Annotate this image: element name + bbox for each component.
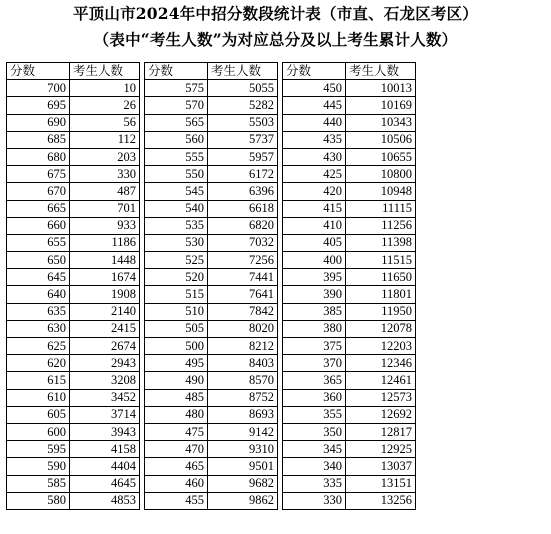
- count-cell: 10: [70, 80, 140, 97]
- score-cell: 690: [7, 114, 70, 131]
- score-cell: 510: [145, 303, 208, 320]
- table-row: [283, 217, 416, 234]
- count-cell: 4645: [70, 475, 140, 492]
- count-cell: 1448: [70, 252, 140, 269]
- table-row: [145, 423, 278, 440]
- score-cell: 405: [283, 234, 346, 251]
- score-cell: 380: [283, 320, 346, 337]
- table-row: [7, 217, 140, 234]
- score-cell: 495: [145, 355, 208, 372]
- score-cell: 620: [7, 355, 70, 372]
- score-cell: 635: [7, 303, 70, 320]
- count-cell: 4404: [70, 458, 140, 475]
- count-cell: 2943: [70, 355, 140, 372]
- count-cell: 3714: [70, 406, 140, 423]
- table-row: [145, 148, 278, 165]
- count-cell: 8570: [208, 372, 278, 389]
- count-cell: 12573: [346, 389, 416, 406]
- table-row: [145, 114, 278, 131]
- count-cell: 13037: [346, 458, 416, 475]
- count-cell: 203: [70, 148, 140, 165]
- score-cell: 580: [7, 492, 70, 509]
- count-cell: 7641: [208, 286, 278, 303]
- table-row: [7, 303, 140, 320]
- table-row: [7, 183, 140, 200]
- table-row: [145, 406, 278, 423]
- score-cell: 330: [283, 492, 346, 509]
- score-table-block-2: [144, 62, 278, 510]
- score-cell: 595: [7, 441, 70, 458]
- score-cell: 390: [283, 286, 346, 303]
- table-row: [283, 166, 416, 183]
- table-row: [7, 80, 140, 97]
- table-row: [283, 355, 416, 372]
- score-cell: 455: [145, 492, 208, 509]
- score-cell: 440: [283, 114, 346, 131]
- score-cell: 570: [145, 97, 208, 114]
- count-cell: 7256: [208, 252, 278, 269]
- count-cell: 11256: [346, 217, 416, 234]
- count-cell: 9862: [208, 492, 278, 509]
- count-cell: 5055: [208, 80, 278, 97]
- count-cell: 5737: [208, 131, 278, 148]
- count-cell: 5957: [208, 148, 278, 165]
- count-cell: 11801: [346, 286, 416, 303]
- count-cell: 11115: [346, 200, 416, 217]
- count-cell: 12692: [346, 406, 416, 423]
- count-cell: 12203: [346, 338, 416, 355]
- score-cell: 525: [145, 252, 208, 269]
- count-cell: 8212: [208, 338, 278, 355]
- table-header-row: [7, 63, 140, 80]
- score-cell: 565: [145, 114, 208, 131]
- count-cell: 2674: [70, 338, 140, 355]
- table-row: [145, 131, 278, 148]
- count-cell: 1674: [70, 269, 140, 286]
- count-cell: 7842: [208, 303, 278, 320]
- page-title: 平顶山市2024年中招分数段统计表（市直、石龙区考区）: [72, 4, 479, 23]
- score-cell: 400: [283, 252, 346, 269]
- count-cell: 11515: [346, 252, 416, 269]
- count-cell: 933: [70, 217, 140, 234]
- table-row: [145, 97, 278, 114]
- score-cell: 625: [7, 338, 70, 355]
- table-row: [145, 286, 278, 303]
- count-cell: 7441: [208, 269, 278, 286]
- score-cell: 685: [7, 131, 70, 148]
- score-cell: 545: [145, 183, 208, 200]
- score-cell: 460: [145, 475, 208, 492]
- count-cell: 487: [70, 183, 140, 200]
- count-cell: 4158: [70, 441, 140, 458]
- table-row: [283, 389, 416, 406]
- score-cell: 365: [283, 372, 346, 389]
- score-cell: 630: [7, 320, 70, 337]
- table-row: [283, 200, 416, 217]
- table-row: [145, 338, 278, 355]
- table-row: [145, 372, 278, 389]
- score-cell: 660: [7, 217, 70, 234]
- score-cell: 650: [7, 252, 70, 269]
- table-row: [7, 166, 140, 183]
- score-cell: 500: [145, 338, 208, 355]
- table-row: [7, 406, 140, 423]
- count-cell: 6396: [208, 183, 278, 200]
- table-row: [283, 372, 416, 389]
- score-cell: 605: [7, 406, 70, 423]
- score-cell: 475: [145, 423, 208, 440]
- score-cell: 420: [283, 183, 346, 200]
- count-cell: 3943: [70, 423, 140, 440]
- table-row: [283, 303, 416, 320]
- table-row: [7, 338, 140, 355]
- table-row: [145, 458, 278, 475]
- table-row: [283, 80, 416, 97]
- count-cell: 112: [70, 131, 140, 148]
- count-cell: 12925: [346, 441, 416, 458]
- table-row: [283, 475, 416, 492]
- score-cell: 375: [283, 338, 346, 355]
- table-row: [283, 97, 416, 114]
- score-cell: 540: [145, 200, 208, 217]
- score-cell: 700: [7, 80, 70, 97]
- table-row: [283, 269, 416, 286]
- score-cell: 350: [283, 423, 346, 440]
- score-table-grid: [6, 62, 416, 510]
- count-column-header: 考生人数: [70, 63, 140, 80]
- count-cell: 10948: [346, 183, 416, 200]
- table-row: [7, 372, 140, 389]
- score-cell: 675: [7, 166, 70, 183]
- score-cell: 480: [145, 406, 208, 423]
- score-cell: 590: [7, 458, 70, 475]
- table-row: [145, 80, 278, 97]
- score-cell: 670: [7, 183, 70, 200]
- table-row: [7, 389, 140, 406]
- count-cell: 10343: [346, 114, 416, 131]
- table-row: [283, 252, 416, 269]
- table-row: [145, 200, 278, 217]
- table-row: [145, 355, 278, 372]
- score-cell: 600: [7, 423, 70, 440]
- count-cell: 9142: [208, 423, 278, 440]
- table-row: [7, 475, 140, 492]
- count-cell: 330: [70, 166, 140, 183]
- score-column-header: 分数: [145, 63, 208, 80]
- count-cell: 8403: [208, 355, 278, 372]
- table-row: [7, 148, 140, 165]
- score-cell: 410: [283, 217, 346, 234]
- table-row: [145, 269, 278, 286]
- table-row: [145, 303, 278, 320]
- count-cell: 2140: [70, 303, 140, 320]
- count-cell: 701: [70, 200, 140, 217]
- table-row: [145, 475, 278, 492]
- count-cell: 13151: [346, 475, 416, 492]
- count-cell: 10655: [346, 148, 416, 165]
- score-cell: 430: [283, 148, 346, 165]
- count-cell: 8020: [208, 320, 278, 337]
- table-row: [7, 423, 140, 440]
- score-cell: 665: [7, 200, 70, 217]
- score-cell: 470: [145, 441, 208, 458]
- table-row: [283, 114, 416, 131]
- count-cell: 12078: [346, 320, 416, 337]
- score-cell: 575: [145, 80, 208, 97]
- count-cell: 12461: [346, 372, 416, 389]
- table-row: [7, 252, 140, 269]
- score-cell: 355: [283, 406, 346, 423]
- count-cell: 10506: [346, 131, 416, 148]
- count-cell: 11398: [346, 234, 416, 251]
- table-header-row: [145, 63, 278, 80]
- count-cell: 9501: [208, 458, 278, 475]
- count-cell: 12346: [346, 355, 416, 372]
- table-row: [7, 355, 140, 372]
- table-row: [7, 200, 140, 217]
- score-cell: 610: [7, 389, 70, 406]
- table-row: [145, 492, 278, 509]
- table-row: [283, 458, 416, 475]
- table-row: [283, 148, 416, 165]
- count-cell: 11650: [346, 269, 416, 286]
- score-cell: 360: [283, 389, 346, 406]
- count-cell: 5503: [208, 114, 278, 131]
- score-column-header: 分数: [283, 63, 346, 80]
- table-row: [283, 286, 416, 303]
- count-cell: 26: [70, 97, 140, 114]
- count-cell: 2415: [70, 320, 140, 337]
- score-table-block-3: [282, 62, 416, 510]
- count-cell: 9310: [208, 441, 278, 458]
- table-header-row: [283, 63, 416, 80]
- table-row: [145, 183, 278, 200]
- count-cell: 10800: [346, 166, 416, 183]
- score-cell: 345: [283, 441, 346, 458]
- score-cell: 645: [7, 269, 70, 286]
- score-cell: 485: [145, 389, 208, 406]
- table-row: [7, 114, 140, 131]
- count-cell: 56: [70, 114, 140, 131]
- table-row: [145, 441, 278, 458]
- score-table-block-1: [6, 62, 140, 510]
- table-row: [283, 234, 416, 251]
- score-cell: 385: [283, 303, 346, 320]
- score-cell: 490: [145, 372, 208, 389]
- count-cell: 13256: [346, 492, 416, 509]
- table-row: [7, 269, 140, 286]
- table-row: [7, 441, 140, 458]
- count-cell: 5282: [208, 97, 278, 114]
- count-cell: 6618: [208, 200, 278, 217]
- score-cell: 515: [145, 286, 208, 303]
- count-column-header: 考生人数: [346, 63, 416, 80]
- table-row: [7, 458, 140, 475]
- count-cell: 11950: [346, 303, 416, 320]
- table-row: [145, 320, 278, 337]
- count-column-header: 考生人数: [208, 63, 278, 80]
- score-cell: 395: [283, 269, 346, 286]
- score-cell: 555: [145, 148, 208, 165]
- score-cell: 560: [145, 131, 208, 148]
- count-cell: 10013: [346, 80, 416, 97]
- score-cell: 550: [145, 166, 208, 183]
- score-cell: 415: [283, 200, 346, 217]
- score-cell: 435: [283, 131, 346, 148]
- count-cell: 9682: [208, 475, 278, 492]
- table-row: [283, 338, 416, 355]
- table-row: [7, 492, 140, 509]
- score-cell: 425: [283, 166, 346, 183]
- table-row: [7, 97, 140, 114]
- page-subtitle: （表中“考生人数”为对应总分及以上考生累计人数）: [93, 30, 458, 49]
- table-row: [145, 166, 278, 183]
- score-cell: 640: [7, 286, 70, 303]
- score-cell: 335: [283, 475, 346, 492]
- table-row: [283, 423, 416, 440]
- table-row: [145, 389, 278, 406]
- table-row: [7, 286, 140, 303]
- count-cell: 4853: [70, 492, 140, 509]
- count-cell: 1908: [70, 286, 140, 303]
- score-cell: 615: [7, 372, 70, 389]
- count-cell: 3452: [70, 389, 140, 406]
- score-cell: 695: [7, 97, 70, 114]
- table-row: [283, 406, 416, 423]
- count-cell: 8752: [208, 389, 278, 406]
- table-row: [7, 131, 140, 148]
- table-row: [283, 183, 416, 200]
- table-row: [283, 320, 416, 337]
- score-cell: 450: [283, 80, 346, 97]
- count-cell: 7032: [208, 234, 278, 251]
- table-row: [145, 217, 278, 234]
- score-cell: 530: [145, 234, 208, 251]
- table-row: [7, 320, 140, 337]
- table-row: [283, 441, 416, 458]
- score-cell: 445: [283, 97, 346, 114]
- score-cell: 680: [7, 148, 70, 165]
- score-cell: 535: [145, 217, 208, 234]
- table-row: [283, 131, 416, 148]
- score-cell: 370: [283, 355, 346, 372]
- table-row: [283, 492, 416, 509]
- table-row: [145, 252, 278, 269]
- count-cell: 12817: [346, 423, 416, 440]
- score-cell: 465: [145, 458, 208, 475]
- table-row: [7, 234, 140, 251]
- score-column-header: 分数: [7, 63, 70, 80]
- count-cell: 10169: [346, 97, 416, 114]
- count-cell: 6820: [208, 217, 278, 234]
- score-cell: 340: [283, 458, 346, 475]
- count-cell: 3208: [70, 372, 140, 389]
- table-row: [145, 234, 278, 251]
- score-cell: 505: [145, 320, 208, 337]
- count-cell: 6172: [208, 166, 278, 183]
- score-cell: 655: [7, 234, 70, 251]
- count-cell: 1186: [70, 234, 140, 251]
- score-cell: 520: [145, 269, 208, 286]
- count-cell: 8693: [208, 406, 278, 423]
- score-cell: 585: [7, 475, 70, 492]
